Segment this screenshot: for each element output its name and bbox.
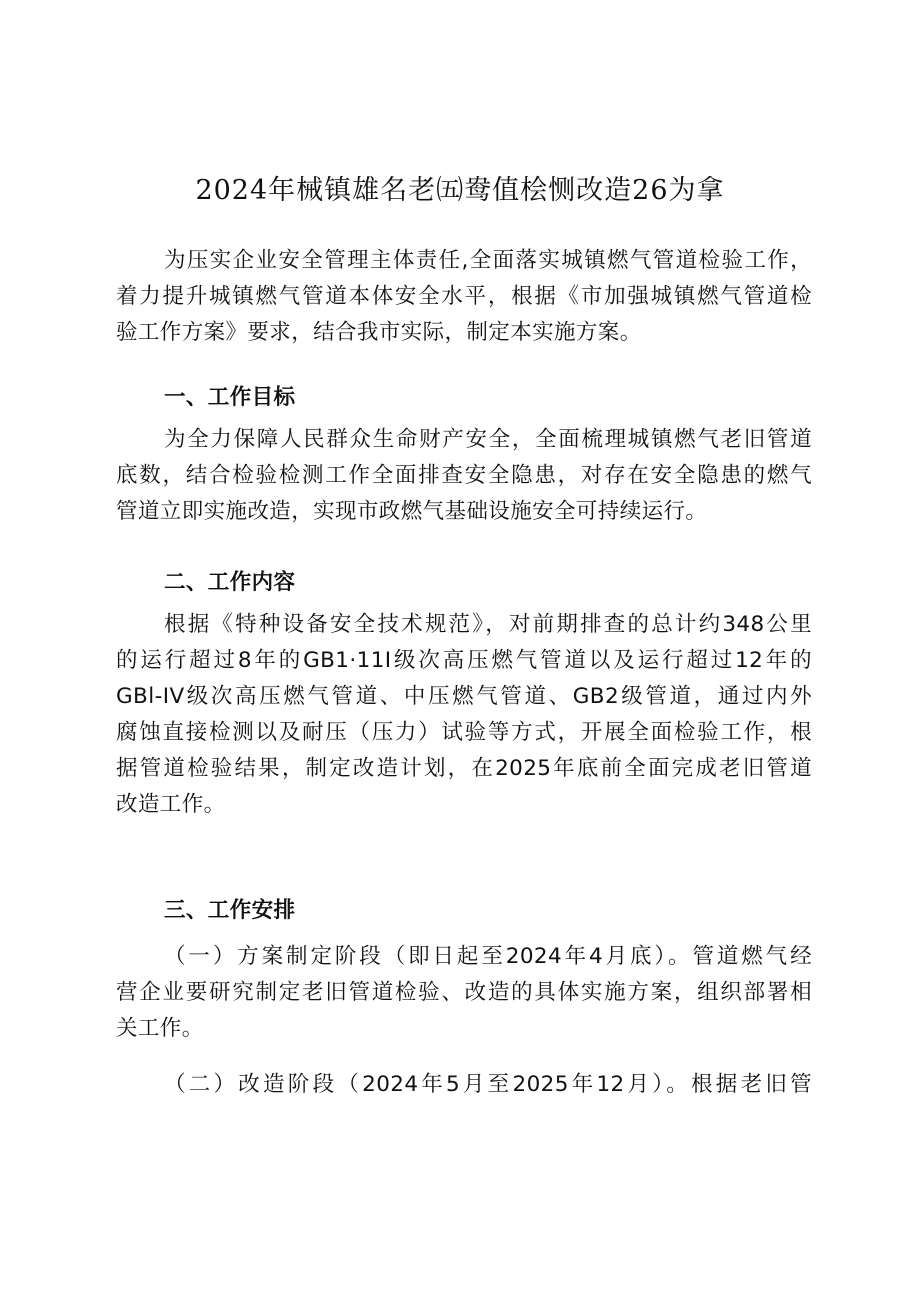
section-1-line: 管道立即实施改造，实现市政燃气基础设施安全可持续运行。 xyxy=(116,499,708,524)
section-2-heading: 二、工作内容 xyxy=(164,570,296,595)
intro-line: 为压实企业安全管理主体责任,全面落实城镇燃气管道检验工作， xyxy=(164,248,812,273)
section-3-para-1-line: （一）方案制定阶段（即日起至2024年4月底）。管道燃气经 xyxy=(164,944,812,969)
section-2-line: 的运行超过8年的GB1·11I级次高压燃气管道以及运行超过12年的 xyxy=(116,648,812,673)
section-3-para-1-line: 关工作。 xyxy=(116,1016,204,1041)
section-2-line: 根据《特种设备安全技术规范》，对前期排查的总计约348公里 xyxy=(164,612,812,637)
section-3-para-1-line: 营企业要研究制定老旧管道检验、改造的具体实施方案，组织部署相 xyxy=(116,980,812,1005)
section-3-para-2-line: （二）改造阶段（2024年5月至2025年12月）。根据老旧管 xyxy=(164,1072,812,1097)
section-2-line: 改造工作。 xyxy=(116,792,226,817)
section-1-line: 为全力保障人民群众生命财产安全，全面梳理城镇燃气老旧管道 xyxy=(164,427,812,452)
section-1 xyxy=(116,380,812,530)
section-2 xyxy=(116,565,812,823)
section-2-line: 腐蚀直接检测以及耐压（压力）试验等方式，开展全面检验工作，根 xyxy=(116,720,812,745)
section-1-line: 底数，结合检验检测工作全面排查安全隐患，对存在安全隐患的燃气 xyxy=(116,463,812,488)
section-3-heading: 三、工作安排 xyxy=(164,898,296,923)
section-2-line: 据管道检验结果，制定改造计划，在2025年底前全面完成老旧管道 xyxy=(116,756,812,781)
section-2-line: GBl-IV级次高压燃气管道、中压燃气管道、GB2级管道，通过内外 xyxy=(116,684,812,709)
intro-line: 着力提升城镇燃气管道本体安全水平，根据《市加强城镇燃气管道检 xyxy=(116,284,812,309)
section-3 xyxy=(116,893,812,1103)
document-title: 2024年械镇雄名老㈤鸯值桧恻改造26为拿 xyxy=(195,175,725,206)
intro-paragraph xyxy=(116,243,812,351)
intro-line: 验工作方案》要求，结合我市实际，制定本实施方案。 xyxy=(116,320,642,345)
section-1-heading: 一、工作目标 xyxy=(164,385,296,410)
